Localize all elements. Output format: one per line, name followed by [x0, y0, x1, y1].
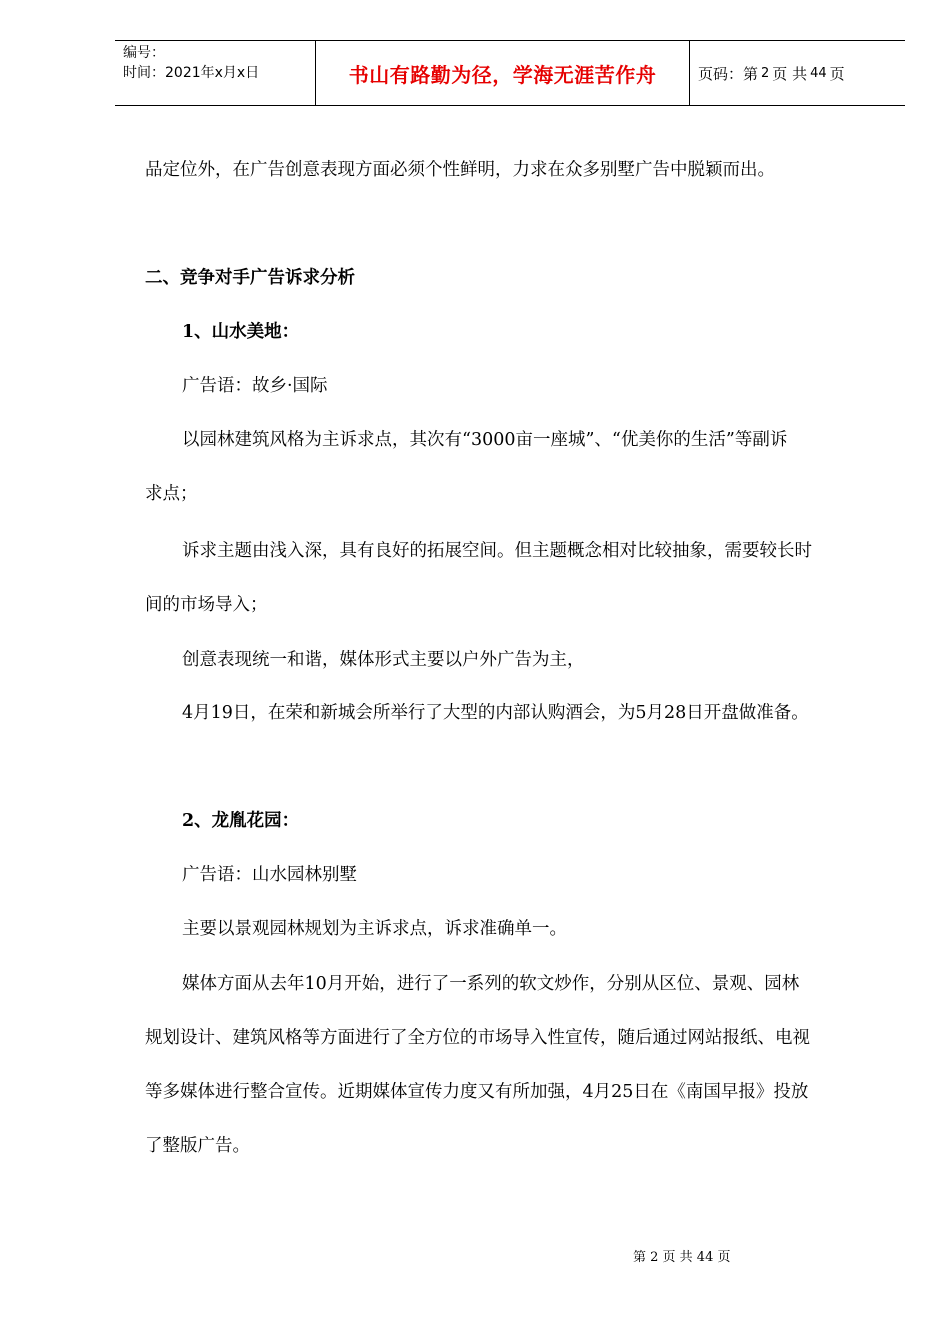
- header-meta: [123, 43, 259, 83]
- subsection-heading: 1、山水美地：: [182, 322, 300, 342]
- header-number-label: 编号：: [123, 45, 165, 61]
- paragraph-line: 诉求主题由浅入深，具有良好的拓展空间。但主题概念相对比较抽象，需要较长时: [182, 541, 812, 561]
- paragraph-line: 规划设计、建筑风格等方面进行了全方位的市场导入性宣传，随后通过网站报纸、电视: [145, 1028, 810, 1048]
- paragraph-line: 媒体方面从去年10月开始，进行了一系列的软文炒作，分别从区位、景观、园林: [182, 974, 800, 994]
- subsection-heading: 2、龙胤花园：: [182, 811, 300, 831]
- paragraph-line: 品定位外，在广告创意表现方面必须个性鲜明，力求在众多别墅广告中脱颖而出。: [145, 160, 775, 180]
- header-motto: 书山有路勤为径，学海无涯苦作舟: [348, 63, 657, 87]
- section-heading: 二、竞争对手广告诉求分析: [145, 268, 355, 288]
- header-divider-right: [689, 41, 690, 106]
- page-prefix: 页码：第: [698, 65, 759, 83]
- page-current: 2: [761, 66, 770, 81]
- paragraph-line: 主要以景观园林规划为主诉求点，诉求准确单一。: [182, 919, 567, 939]
- paragraph-line: 等多媒体进行整合宣传。近期媒体宣传力度又有所加强，4月25日在《南国早报》投放: [145, 1082, 809, 1102]
- page-middle: 页 共: [772, 65, 808, 83]
- header-page-info: [698, 41, 845, 106]
- slogan-line: 广告语：故乡·国际: [182, 376, 328, 396]
- header-time-label: 时间：2021年x月x日: [123, 65, 260, 81]
- page-header: [115, 40, 905, 106]
- slogan-line: 广告语：山水园林别墅: [182, 865, 357, 885]
- page-suffix: 页: [829, 65, 845, 83]
- paragraph-line: 间的市场导入；: [145, 595, 268, 615]
- paragraph-line: 以园林建筑风格为主诉求点，其次有“3000亩一座城”、“优美你的生活”等副诉: [182, 430, 788, 450]
- page-total: 44: [810, 66, 827, 81]
- page-footer: 第 2 页 共 44 页: [633, 1250, 731, 1265]
- paragraph-line: 求点；: [145, 484, 198, 504]
- paragraph-line: 创意表现统一和谐，媒体形式主要以户外广告为主，: [182, 650, 585, 670]
- paragraph-line: 4月19日，在荣和新城会所举行了大型的内部认购酒会，为5月28日开盘做准备。: [182, 703, 809, 723]
- paragraph-line: 了整版广告。: [145, 1136, 250, 1156]
